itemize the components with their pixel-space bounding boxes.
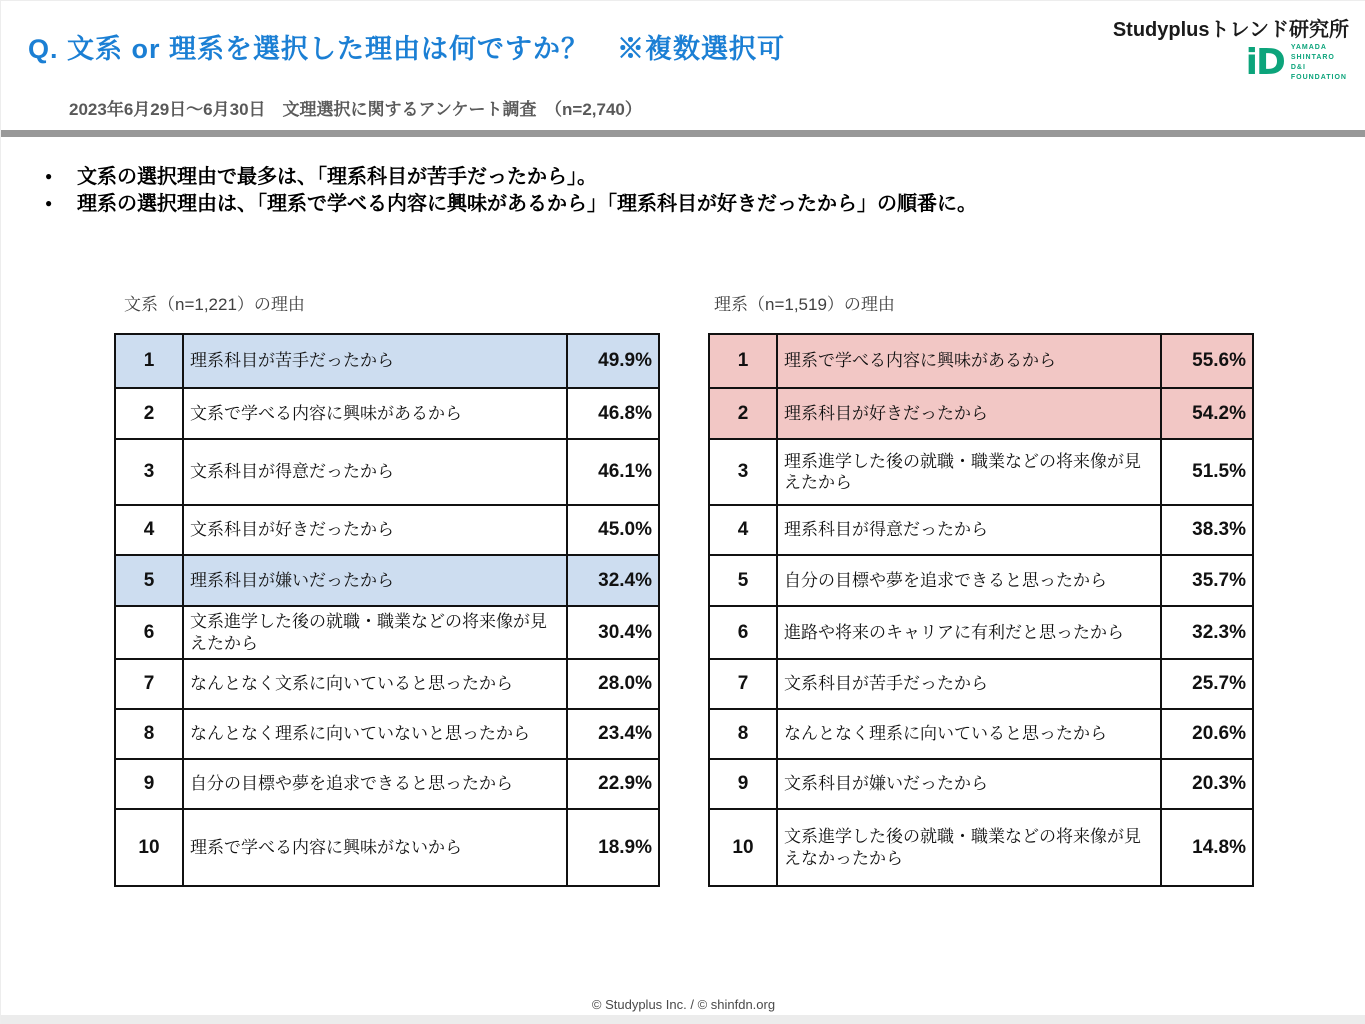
reason-cell: 自分の目標や夢を追求できると思ったから bbox=[190, 774, 513, 794]
rank-cell: 7 bbox=[116, 660, 184, 708]
rank-cell: 4 bbox=[116, 506, 184, 554]
table-row bbox=[116, 607, 658, 660]
science-rank-table bbox=[708, 333, 1254, 887]
table-row bbox=[710, 760, 1252, 810]
reason-cell: 文系科目が好きだったから bbox=[190, 520, 394, 540]
rank-cell: 5 bbox=[116, 556, 184, 605]
reason-cell: 進路や将来のキャリアに有利だと思ったから bbox=[784, 622, 1124, 642]
table-row bbox=[710, 440, 1252, 506]
table-row bbox=[710, 710, 1252, 760]
rank-cell: 1 bbox=[710, 335, 778, 387]
rank-cell: 4 bbox=[710, 506, 778, 554]
reason-cell: 理系進学した後の就職・職業などの将来像が見えたから bbox=[784, 451, 1141, 492]
humanities-table-title: 文系（n=1,221）の理由 bbox=[124, 295, 305, 314]
value-cell: 55.6% bbox=[1160, 335, 1252, 387]
survey-subtitle: 2023年6月29日～6月30日 文理選択に関するアンケート調査 （n=2,740） bbox=[69, 100, 642, 119]
reason-cell: 文系科目が苦手だったから bbox=[784, 674, 988, 694]
logo-line: FOUNDATION bbox=[1290, 74, 1347, 82]
table-row bbox=[116, 389, 658, 440]
brand-name: Studyplusトレンド研究所 bbox=[1112, 19, 1349, 41]
value-cell: 35.7% bbox=[1160, 556, 1252, 605]
value-cell: 32.3% bbox=[1160, 607, 1252, 658]
table-row bbox=[710, 335, 1252, 389]
table-row bbox=[116, 760, 658, 810]
humanities-rank-table bbox=[114, 333, 660, 887]
key-finding-item: ● 理系の選択理由は、「理系で学べる内容に興味があるから」「理系科目が好きだったから」の順番に。 bbox=[43, 191, 977, 218]
value-cell: 14.8% bbox=[1160, 810, 1252, 885]
table-row bbox=[116, 810, 658, 887]
rank-cell: 7 bbox=[710, 660, 778, 708]
reason-cell: 理系で学べる内容に興味があるから bbox=[784, 351, 1056, 371]
header-divider bbox=[1, 130, 1365, 137]
table-row bbox=[116, 335, 658, 389]
reason-cell: 文系科目が得意だったから bbox=[190, 462, 394, 482]
value-cell: 45.0% bbox=[566, 506, 658, 554]
logo-line: D&I bbox=[1290, 64, 1306, 72]
key-finding-item: ● 文系の選択理由で最多は、「理系科目が苦手だったから」。 bbox=[43, 164, 977, 191]
value-cell: 51.5% bbox=[1160, 440, 1252, 504]
value-cell: 20.6% bbox=[1160, 710, 1252, 758]
bottom-strip bbox=[1, 1015, 1365, 1024]
science-table-title: 理系（n=1,519）の理由 bbox=[714, 295, 895, 314]
page-title: Q. 文系 or 理系を選択した理由は何ですか？ ※複数選択可 bbox=[28, 34, 786, 64]
table-row bbox=[116, 506, 658, 556]
copyright-footer: © Studyplus Inc. / © shinfdn.org bbox=[591, 997, 776, 1012]
table-row bbox=[710, 556, 1252, 607]
reason-cell: なんとなく理系に向いていないと思ったから bbox=[190, 724, 530, 744]
value-cell: 38.3% bbox=[1160, 506, 1252, 554]
value-cell: 54.2% bbox=[1160, 389, 1252, 438]
logo-line: YAMADA bbox=[1290, 44, 1327, 51]
rank-cell: 2 bbox=[710, 389, 778, 438]
rank-cell: 3 bbox=[710, 440, 778, 504]
value-cell: 30.4% bbox=[566, 607, 658, 658]
rank-cell: 8 bbox=[116, 710, 184, 758]
table-row bbox=[710, 389, 1252, 440]
value-cell: 20.3% bbox=[1160, 760, 1252, 808]
reason-cell: 文系で学べる内容に興味があるから bbox=[190, 403, 462, 423]
table-row bbox=[710, 810, 1252, 887]
logo-line: SHINTARO bbox=[1290, 54, 1335, 62]
rank-cell: 10 bbox=[116, 810, 184, 885]
table-row bbox=[710, 660, 1252, 710]
foundation-logo bbox=[1246, 43, 1347, 82]
value-cell: 49.9% bbox=[566, 335, 658, 387]
table-row bbox=[116, 556, 658, 607]
rank-cell: 5 bbox=[710, 556, 778, 605]
value-cell: 46.1% bbox=[566, 440, 658, 504]
table-row bbox=[116, 660, 658, 710]
reason-cell: 理系科目が苦手だったから bbox=[190, 351, 394, 371]
rank-cell: 9 bbox=[710, 760, 778, 808]
reason-cell: 文系進学した後の就職・職業などの将来像が見えなかったから bbox=[784, 827, 1141, 868]
value-cell: 22.9% bbox=[566, 760, 658, 808]
rank-cell: 1 bbox=[116, 335, 184, 387]
value-cell: 23.4% bbox=[566, 710, 658, 758]
reason-cell: 文系科目が嫌いだったから bbox=[784, 774, 988, 794]
id-logo-icon: iD bbox=[1245, 41, 1284, 83]
reason-cell: なんとなく文系に向いていると思ったから bbox=[190, 674, 513, 694]
rank-cell: 6 bbox=[710, 607, 778, 658]
foundation-logo-text bbox=[1291, 43, 1347, 82]
reason-cell: 文系進学した後の就職・職業などの将来像が見えたから bbox=[190, 612, 547, 653]
table-row bbox=[116, 440, 658, 506]
reason-cell: 理系科目が得意だったから bbox=[784, 520, 988, 540]
rank-cell: 2 bbox=[116, 389, 184, 438]
table-row bbox=[710, 506, 1252, 556]
value-cell: 28.0% bbox=[566, 660, 658, 708]
reason-cell: 理系科目が嫌いだったから bbox=[190, 570, 394, 590]
key-findings bbox=[43, 164, 977, 218]
rank-cell: 8 bbox=[710, 710, 778, 758]
rank-cell: 6 bbox=[116, 607, 184, 658]
reason-cell: なんとなく理系に向いていると思ったから bbox=[784, 724, 1107, 744]
value-cell: 46.8% bbox=[566, 389, 658, 438]
reason-cell: 理系科目が好きだったから bbox=[784, 403, 988, 423]
table-row bbox=[116, 710, 658, 760]
table-row bbox=[710, 607, 1252, 660]
rank-cell: 9 bbox=[116, 760, 184, 808]
value-cell: 25.7% bbox=[1160, 660, 1252, 708]
reason-cell: 理系で学べる内容に興味がないから bbox=[190, 837, 462, 857]
value-cell: 32.4% bbox=[566, 556, 658, 605]
value-cell: 18.9% bbox=[566, 810, 658, 885]
reason-cell: 自分の目標や夢を追求できると思ったから bbox=[784, 570, 1107, 590]
rank-cell: 3 bbox=[116, 440, 184, 504]
rank-cell: 10 bbox=[710, 810, 778, 885]
